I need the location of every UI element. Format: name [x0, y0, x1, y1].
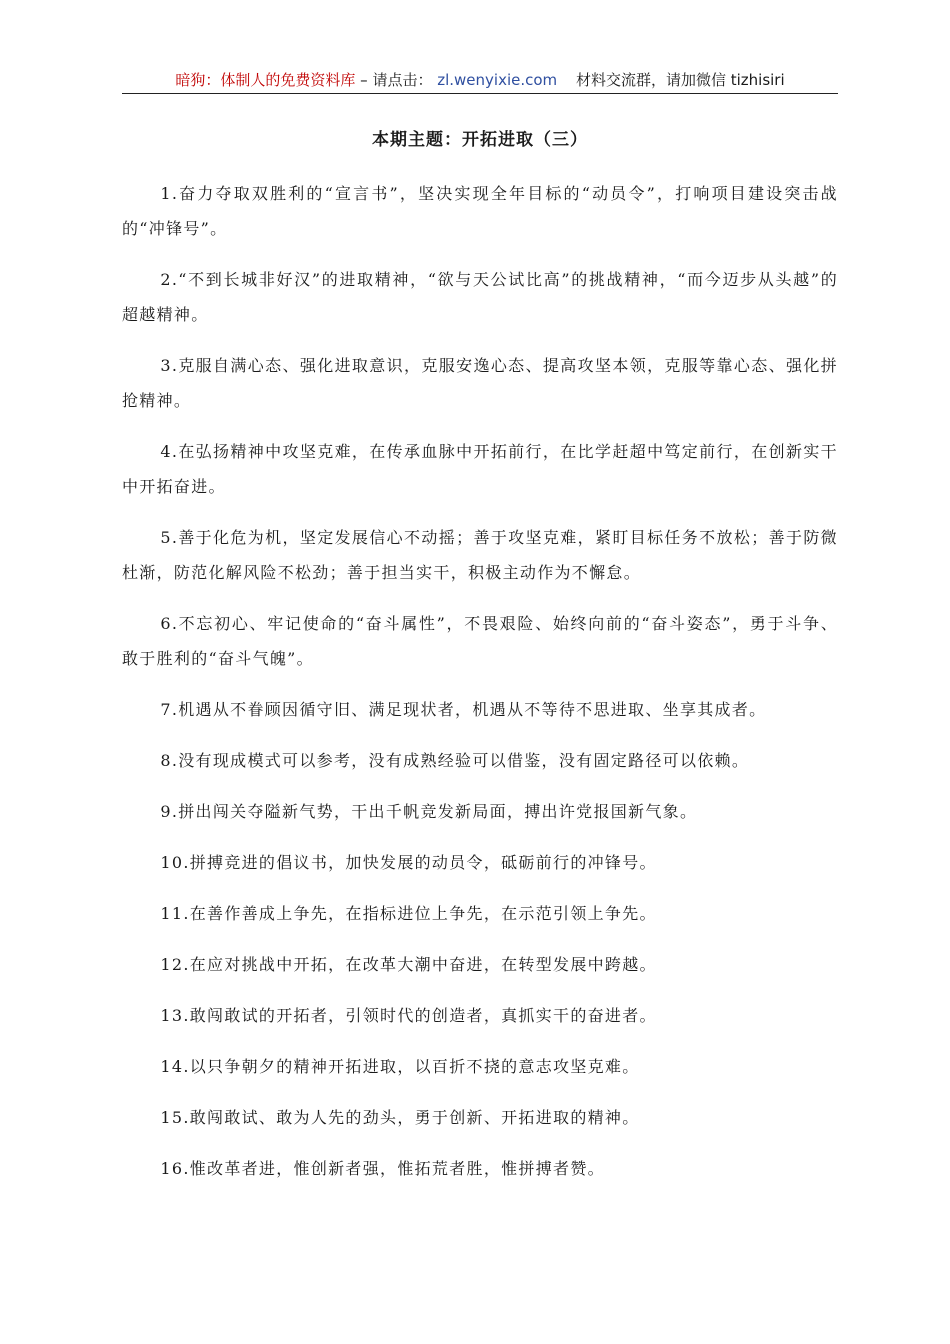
- header-brand: 暗狗：体制人的免费资料库: [175, 71, 356, 89]
- page-header: [122, 68, 838, 92]
- list-item: 7.机遇从不眷顾因循守旧、满足现状者，机遇从不等待不思进取、坐享其成者。: [160, 700, 767, 719]
- list-item: 14.以只争朝夕的精神开拓进取，以百折不挠的意志攻坚克难。: [160, 1057, 640, 1076]
- list-item: 1.奋力夺取双胜利的“宣言书”，坚决实现全年目标的“动员令”，打响项目建设突击战的“冲锋号”。: [122, 184, 838, 238]
- header-prompt: 请点击：: [372, 71, 433, 89]
- list-item: 13.敢闯敢试的开拓者，引领时代的创造者，真抓实干的奋进者。: [160, 1006, 657, 1025]
- document-body: [122, 176, 838, 1202]
- list-item: 11.在善作善成上争先，在指标进位上争先，在示范引领上争先。: [160, 904, 657, 923]
- header-separator: –: [360, 71, 368, 89]
- list-item: 10.拼搏竞进的倡议书，加快发展的动员令，砥砺前行的冲锋号。: [160, 853, 657, 872]
- list-item: 3.克服自满心态、强化进取意识，克服安逸心态、提高攻坚本领，克服等靠心态、强化拼抢精神。: [122, 356, 838, 410]
- list-item: 8.没有现成模式可以参考，没有成熟经验可以借鉴，没有固定路径可以依赖。: [160, 751, 750, 770]
- header-contact: 材料交流群，请加微信 tizhisiri: [575, 71, 785, 89]
- list-item: 15.敢闯敢试、敢为人先的劲头，勇于创新、开拓进取的精神。: [160, 1108, 640, 1127]
- list-item: 16.惟改革者进，惟创新者强，惟拓荒者胜，惟拼搏者赞。: [160, 1159, 605, 1178]
- list-item: 4.在弘扬精神中攻坚克难，在传承血脉中开拓前行，在比学赶超中笃定前行，在创新实干中开拓奋进。: [122, 442, 838, 496]
- header-link[interactable]: zl.wenyixie.com: [437, 71, 558, 89]
- list-item: 2.“不到长城非好汉”的进取精神，“欲与天公试比高”的挑战精神，“而今迈步从头越”的超越精神。: [122, 270, 838, 324]
- list-item: 9.拼出闯关夺隘新气势，干出千帆竞发新局面，搏出许党报国新气象。: [160, 802, 698, 821]
- page-title: 本期主题：开拓进取（三）: [372, 130, 588, 150]
- header-divider: [122, 93, 838, 94]
- list-item: 5.善于化危为机，坚定发展信心不动摇；善于攻坚克难，紧盯目标任务不放松；善于防微杜渐，防范化解风险不松劲；善于担当实干，积极主动作为不懈怠。: [122, 528, 838, 582]
- list-item: 12.在应对挑战中开拓，在改革大潮中奋进，在转型发展中跨越。: [160, 955, 657, 974]
- list-item: 6.不忘初心、牢记使命的“奋斗属性”，不畏艰险、始终向前的“奋斗姿态”，勇于斗争、敢于胜利的“奋斗气魄”。: [122, 614, 838, 668]
